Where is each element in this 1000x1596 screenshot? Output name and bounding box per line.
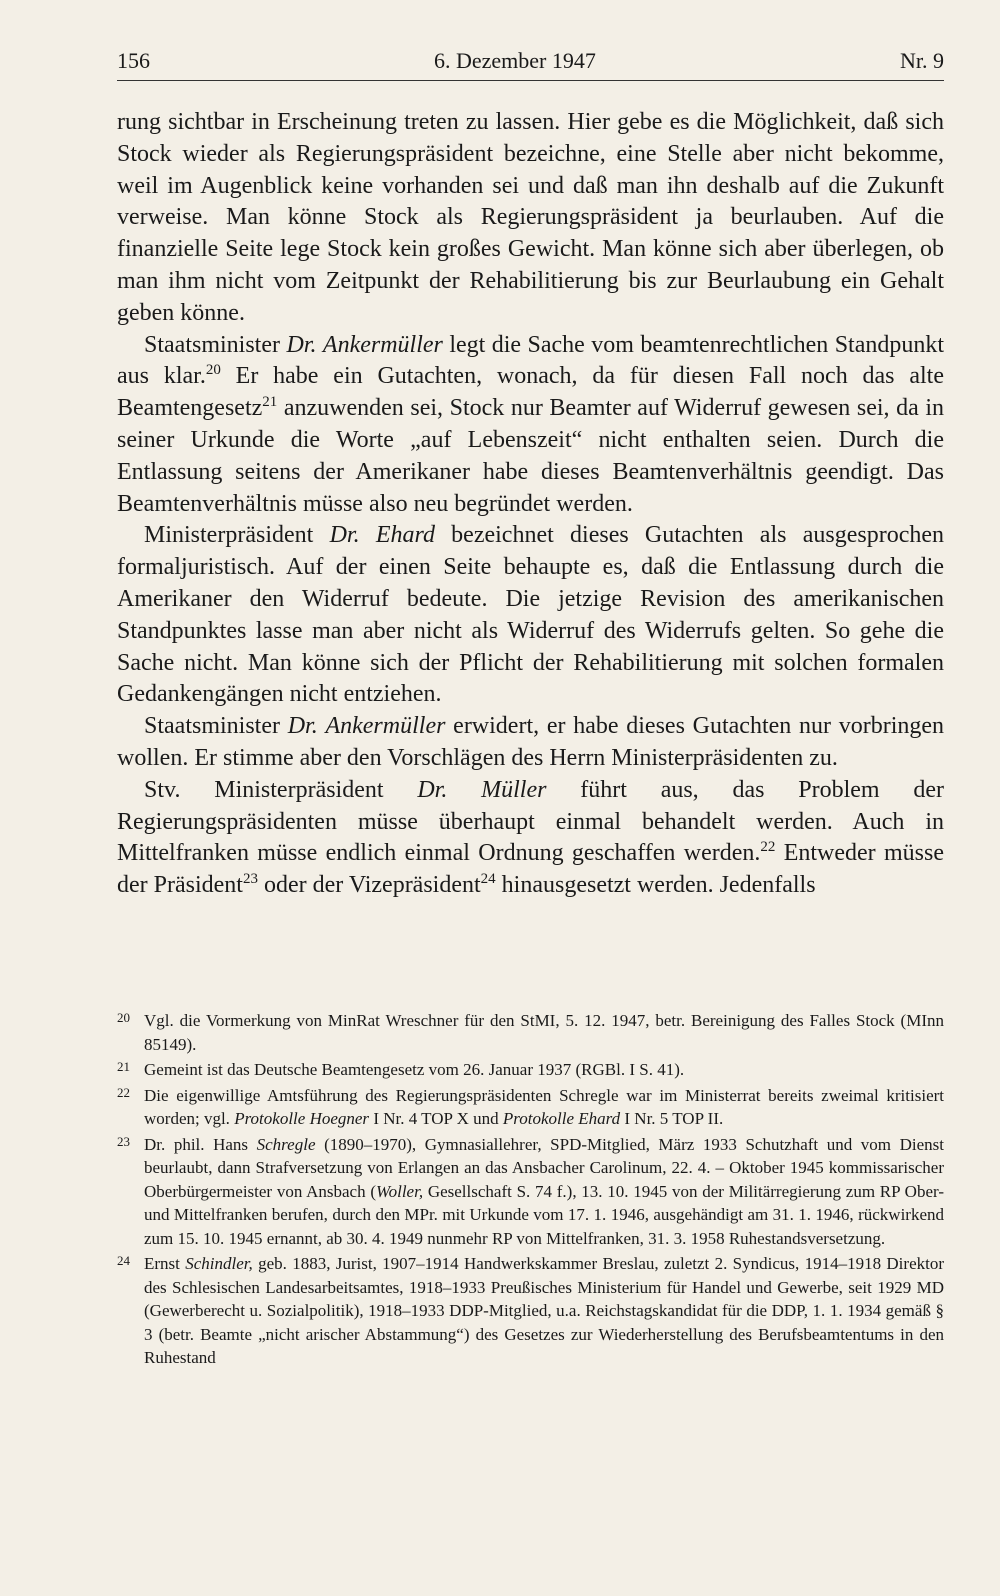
footnote-number: 22 <box>117 1084 130 1100</box>
footnote-ref[interactable]: 24 <box>480 871 496 888</box>
footnote-ref[interactable]: 22 <box>760 839 776 856</box>
footnotes <box>117 1009 944 1372</box>
main-text <box>117 107 944 902</box>
footnote-number: 24 <box>117 1253 130 1268</box>
issue-number: Nr. 9 <box>900 48 944 73</box>
footnote-number: 21 <box>117 1059 130 1074</box>
footnote: 20 Vgl. die Vormerkung von MinRat Wreschner für den StMI, 5. 12. 1947, betr. Bereinigung des Falles Stock (MInn 85149). <box>117 1009 944 1056</box>
footnote: 24 Ernst Schindler, geb. 1883, Jurist, 1907–1914 Handwerkskammer Breslau, zuletzt 2. Syndicus, 1914–1918 Direktor des Schlesischen Landesarbeitsamtes, 1918–1933 Preußisches Ministerium für Handel und Gewerbe, seit 1929 MD (Gewerberecht u. Sozialpolitik), 1918–1933 DDP-Mitglied, u.a. Reichstagskandidat für die DDP, 1. 1. 1934 gemäß § 3 (betr. Beamte „nicht arischer Abstammung“) des Gesetzes zur Wiederherstellung des Berufsbeamtentums in den Ruhestand <box>117 1252 944 1370</box>
page-number: 156 <box>117 48 150 73</box>
title-dr: Dr. <box>287 713 318 740</box>
running-header <box>117 46 944 81</box>
paragraph: Ministerpräsident Dr. Ehard bezeichnet dieses Gutachten als ausgesprochen formaljuristisch. Auf der einen Seite behaupte es, daß die Entlassung durch die Amerikaner den Widerruf bedeute. Die jetzige Revision des amerikanischen Standpunktes lasse man aber nicht als Widerruf des Widerrufs gelten. So gehe die Sache nicht. Man könne sich der Pflicht der Rehabilitierung mit solchen formalen Gedankengängen nicht entziehen. <box>117 522 944 708</box>
footnote-number: 23 <box>117 1133 130 1149</box>
speaker-name: Ankermüller <box>322 331 443 358</box>
title-dr: Dr. <box>417 776 448 803</box>
header-date: 6. Dezember 1947 <box>434 48 596 73</box>
footnote-ref[interactable]: 21 <box>262 394 278 411</box>
footnote-number: 20 <box>117 1010 130 1025</box>
footnote: 22 Die eigenwillige Amtsführung des Regierungspräsidenten Schregle war im Ministerrat bereits zweimal kritisiert worden; vgl. Protokolle Hoegner I Nr. 4 TOP X und Protokolle Ehard I Nr. 5 TOP II. <box>117 1084 944 1131</box>
title-dr: Dr. <box>329 522 360 549</box>
speaker-name: Ankermüller <box>325 713 446 740</box>
footnote: 23 Dr. phil. Hans Schregle (1890–1970), Gymnasiallehrer, SPD-Mitglied, März 1933 Schutzhaft und vom Dienst beurlaubt, dann Strafversetzung von Erlangen an das Ansbacher Carolinum, 22. 4. – Oktober 1945 kommissarischer Oberbürgermeister von Ansbach (Woller, Gesellschaft S. 74 f.), 13. 10. 1945 von der Militärregierung zum RP Ober- und Mittelfranken berufen, durch den MPr. mit Urkunde vom 17. 1. 1946, ausgehändigt am 31. 1. 1946, rückwirkend zum 15. 10. 1945 ernannt, ab 30. 4. 1949 nunmehr RP von Mittelfranken, 31. 3. 1958 Ruhestandsversetzung. <box>117 1133 944 1251</box>
title-dr: Dr. <box>286 331 317 358</box>
speaker-name: Müller <box>481 776 547 803</box>
footnote-ref[interactable]: 20 <box>205 362 221 379</box>
speaker-name: Ehard <box>375 522 435 549</box>
footnote: 21 Gemeint ist das Deutsche Beamtengesetz vom 26. Januar 1937 (RGBl. I S. 41). <box>117 1058 944 1082</box>
paragraph: rung sichtbar in Erscheinung treten zu lassen. Hier gebe es die Möglichkeit, daß sich Stock wieder als Regierungspräsident bezeichne, eine Stelle aber nicht bekomme, weil im Augenblick keine vorhanden sei und daß man ihn deshalb auf die Zukunft verweise. Man könne Stock als Regierungspräsident ja beurlauben. Auf die finanzielle Seite lege Stock kein großes Gewicht. Man könne sich aber überlegen, ob man ihm nicht vom Zeitpunkt der Rehabilitierung bis zur Beurlaubung ein Gehalt geben könne. <box>117 109 944 326</box>
footnote-ref[interactable]: 23 <box>242 871 258 888</box>
paragraph: Staatsminister Dr. Ankermüller legt die Sache vom beamtenrechtlichen Standpunkt aus klar.$^{20}$ Er habe ein Gutachten, wonach, da für diesen Fall noch das alte Beamtengesetz$^{21}$ anzuwenden sei, Stock nur Beamter auf Widerruf gewesen sei, da in seiner Urkunde die Worte „auf Lebenszeit“ nicht enthalten seien. Durch die Entlassung seitens der Amerikaner habe dieses Beamtenverhältnis geendigt. Das Beamtenverhältnis müsse also neu begründet werden. <box>117 331 945 517</box>
paragraph: Stv. Ministerpräsident Dr. Müller führt aus, das Problem der Regierungspräsidenten müsse überhaupt einmal behandelt werden. Auch in Mittelfranken müsse endlich einmal Ordnung geschaffen werden.$^{22}$ Entweder müsse der Präsident$^{23}$ oder der Vizepräsident$^{24}$ hinausgesetzt werden. Jedenfalls <box>117 776 945 899</box>
paragraph: Staatsminister Dr. Ankermüller erwidert, er habe dieses Gutachten nur vorbringen wollen. Er stimme aber den Vorschlägen des Herrn Ministerpräsidenten zu. <box>117 713 945 771</box>
